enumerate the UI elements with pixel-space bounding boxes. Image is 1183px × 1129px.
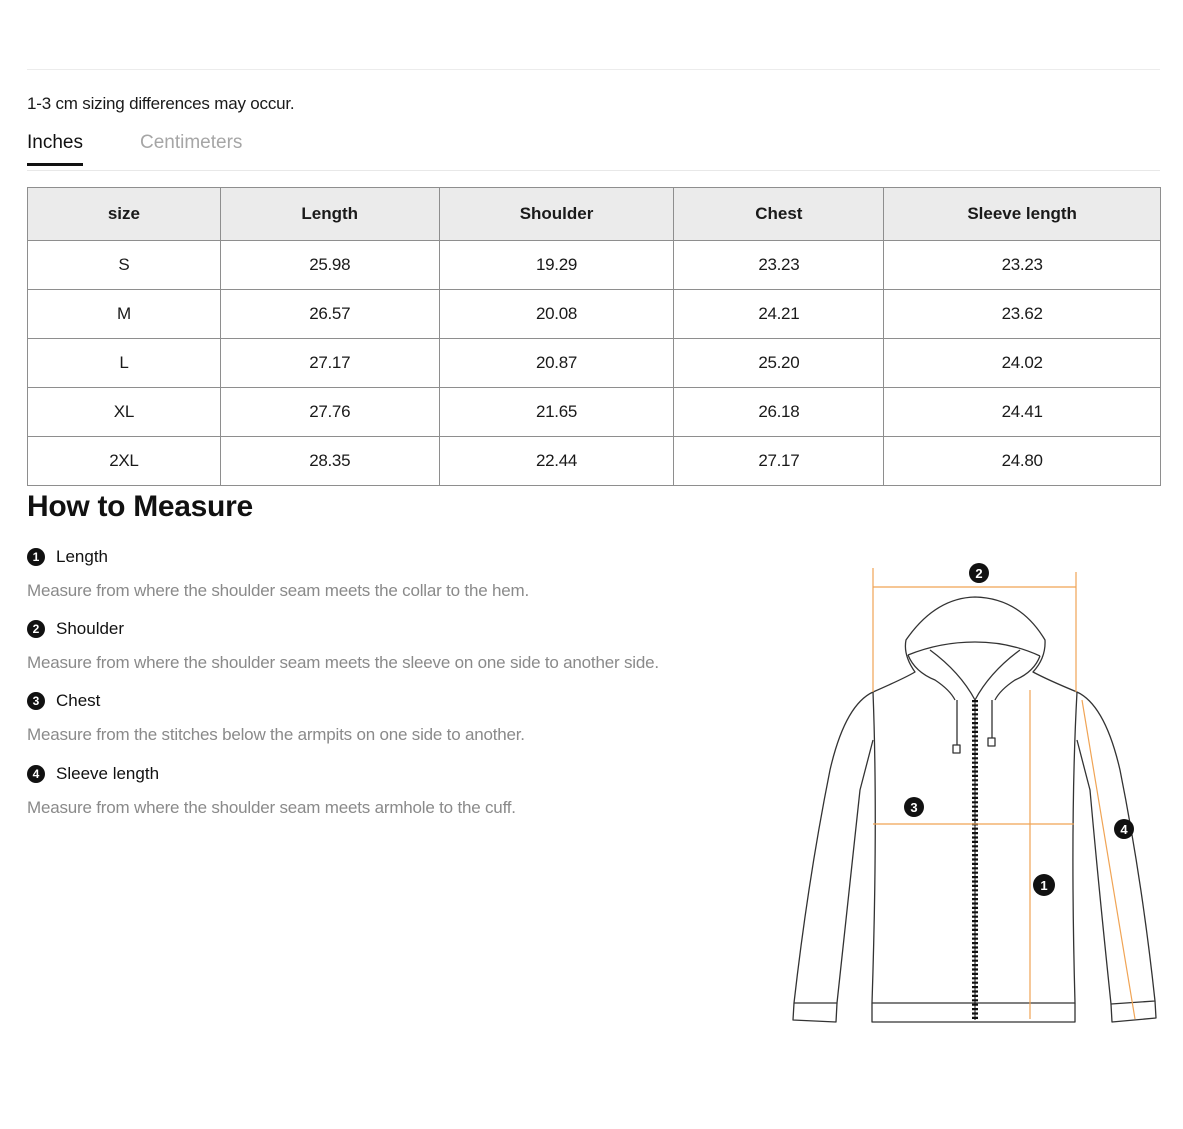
table-cell: 26.18: [674, 388, 884, 437]
table-row: [28, 290, 1161, 339]
step-description: Measure from where the shoulder seam meets the sleeve on one side to another side.: [27, 653, 659, 672]
column-header: Chest: [674, 188, 884, 241]
tab-centimeters[interactable]: Centimeters: [140, 132, 243, 153]
sizing-note: 1-3 cm sizing differences may occur.: [27, 94, 295, 113]
column-header: Shoulder: [439, 188, 674, 241]
marker-2-icon: [969, 563, 989, 583]
left-cuff: [793, 1003, 837, 1022]
how-to-measure-title: How to Measure: [27, 490, 253, 523]
step-description: Measure from where the shoulder seam meets the collar to the hem.: [27, 581, 529, 600]
table-cell: 24.02: [884, 339, 1161, 388]
tab-inches[interactable]: Inches: [27, 132, 83, 166]
table-cell: 25.20: [674, 339, 884, 388]
table-cell: 27.76: [220, 388, 439, 437]
hood-opening: [908, 642, 1040, 656]
table-cell: 22.44: [439, 437, 674, 486]
table-cell: S: [28, 241, 221, 290]
marker-1-icon: [1033, 874, 1055, 896]
top-divider: [27, 69, 1160, 70]
table-row: [28, 339, 1161, 388]
column-header: size: [28, 188, 221, 241]
table-cell: 20.08: [439, 290, 674, 339]
table-cell: 20.87: [439, 339, 674, 388]
marker-3-icon: [904, 797, 924, 817]
step-description: Measure from where the shoulder seam meets armhole to the cuff.: [27, 798, 516, 817]
measure-step-chest: [27, 691, 525, 745]
step-label: Sleeve length: [56, 764, 160, 783]
number-2-icon: 2: [27, 620, 45, 638]
table-cell: 23.62: [884, 290, 1161, 339]
table-cell: 23.23: [674, 241, 884, 290]
table-cell: 24.41: [884, 388, 1161, 437]
table-cell: 28.35: [220, 437, 439, 486]
column-header: Length: [220, 188, 439, 241]
table-header-row: [28, 188, 1161, 241]
number-3-icon: 3: [27, 692, 45, 710]
step-label: Chest: [56, 691, 101, 710]
measure-step-length: [27, 547, 529, 601]
size-table: [27, 187, 1161, 486]
table-cell: 23.23: [884, 241, 1161, 290]
table-cell: M: [28, 290, 221, 339]
table-cell: 2XL: [28, 437, 221, 486]
svg-text:3: 3: [910, 800, 918, 815]
hood-collar: [930, 650, 1020, 700]
step-label: Length: [56, 547, 108, 566]
hoodie-measurement-diagram: [785, 555, 1165, 1035]
step-label: Shoulder: [56, 619, 125, 638]
marker-4-icon: [1114, 819, 1134, 839]
table-cell: L: [28, 339, 221, 388]
hood-inner-left: [908, 655, 955, 700]
table-cell: 27.17: [220, 339, 439, 388]
table-row: [28, 437, 1161, 486]
table-cell: 24.80: [884, 437, 1161, 486]
table-cell: 24.21: [674, 290, 884, 339]
measure-step-sleeve-length: [27, 764, 516, 818]
svg-text:1: 1: [1040, 878, 1048, 893]
table-cell: 19.29: [439, 241, 674, 290]
table-cell: XL: [28, 388, 221, 437]
hood-inner-right: [995, 656, 1040, 700]
table-cell: 25.98: [220, 241, 439, 290]
table-row: [28, 241, 1161, 290]
sleeve-measure-line: [1082, 700, 1135, 1019]
table-cell: 21.65: [439, 388, 674, 437]
unit-tabs: [27, 130, 1160, 171]
number-1-icon: 1: [27, 548, 45, 566]
svg-text:4: 4: [1120, 822, 1128, 837]
hood-outline: [873, 597, 1077, 692]
measure-step-shoulder: [27, 619, 659, 673]
step-description: Measure from the stitches below the armpits on one side to another.: [27, 725, 525, 744]
table-cell: 27.17: [674, 437, 884, 486]
column-header: Sleeve length: [884, 188, 1161, 241]
table-row: [28, 388, 1161, 437]
svg-text:2: 2: [975, 566, 983, 581]
left-sleeve-outline: [794, 692, 873, 1003]
table-cell: 26.57: [220, 290, 439, 339]
number-4-icon: 4: [27, 765, 45, 783]
